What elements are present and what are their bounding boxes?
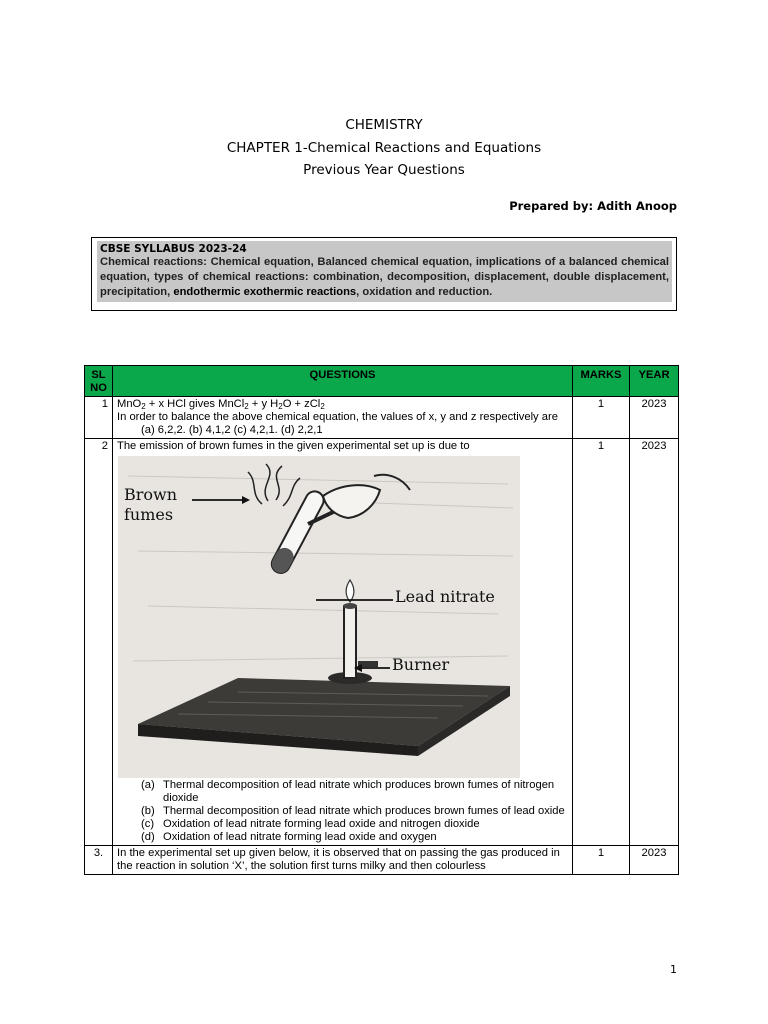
q1-eq-sub1: 2 bbox=[141, 402, 146, 411]
q2-question bbox=[113, 439, 573, 846]
label-lead-nitrate: Lead nitrate bbox=[395, 587, 495, 606]
q1-marks: 1 bbox=[573, 397, 630, 439]
q2-option-b-letter: (b) bbox=[141, 805, 155, 817]
table-row-q3 bbox=[85, 846, 679, 875]
syllabus-text-c: , oxidation and reduction. bbox=[356, 286, 493, 298]
q2-options bbox=[117, 779, 568, 844]
syllabus-shaded bbox=[97, 241, 672, 302]
q1-question bbox=[113, 397, 573, 439]
syllabus-box bbox=[91, 237, 677, 311]
q1-eq-sub4: 2 bbox=[320, 402, 325, 411]
q1-eq-part1: MnO bbox=[117, 398, 142, 410]
q2-option-d-text: Oxidation of lead nitrate forming lead oxide and oxygen bbox=[163, 831, 437, 843]
questions-table bbox=[84, 365, 679, 875]
label-burner: Burner bbox=[392, 655, 450, 674]
q1-eq-sub3: 2 bbox=[278, 402, 283, 411]
chapter-title: CHAPTER 1-Chemical Reactions and Equations bbox=[226, 139, 542, 156]
syllabus-text-highlight: endothermic exothermic reactions bbox=[173, 286, 357, 298]
q1-sl: 1 bbox=[85, 397, 113, 439]
q2-option-b-text: Thermal decomposition of lead nitrate which produces brown fumes of lead oxide bbox=[163, 805, 565, 817]
q2-option-c-letter: (c) bbox=[141, 818, 155, 830]
q2-text: The emission of brown fumes in the given experimental set up is due to bbox=[117, 440, 470, 452]
q1-eq-part2: + x HCl gives MnCl bbox=[145, 398, 245, 410]
label-brown: Brown bbox=[124, 485, 178, 504]
q2-option-d-letter: (d) bbox=[141, 831, 155, 843]
label-fumes: fumes bbox=[124, 505, 174, 524]
q1-options: (a) 6,2,2. (b) 4,1,2 (c) 4,2,1. (d) 2,2,1 bbox=[141, 424, 323, 436]
q2-marks: 1 bbox=[573, 439, 630, 846]
table-row-q2 bbox=[85, 439, 679, 846]
table-row-q1 bbox=[85, 397, 679, 439]
q2-year: 2023 bbox=[630, 439, 679, 846]
syllabus-heading: CBSE SYLLABUS 2023-24 bbox=[100, 243, 247, 255]
lead-nitrate-experiment-figure bbox=[118, 456, 520, 778]
q2-option-a-text: Thermal decomposition of lead nitrate which produces brown fumes of nitrogen dioxide bbox=[163, 779, 555, 804]
experiment-illustration bbox=[118, 456, 520, 778]
q1-eq-part3: + y H bbox=[248, 398, 279, 410]
subtitle: Previous Year Questions bbox=[303, 162, 465, 178]
q1-text: In order to balance the above chemical equation, the values of x, y and z respectively are bbox=[117, 411, 558, 423]
q2-option-c-text: Oxidation of lead nitrate forming lead oxide and nitrogen dioxide bbox=[163, 818, 480, 830]
q2-sl: 2 bbox=[85, 439, 113, 846]
q1-year: 2023 bbox=[630, 397, 679, 439]
q1-equation bbox=[117, 398, 568, 411]
q2-option-a-letter: (a) bbox=[141, 779, 155, 791]
table-header-row bbox=[85, 366, 679, 397]
q2-option-c bbox=[141, 818, 568, 831]
page-number: 1 bbox=[670, 963, 677, 976]
syllabus-text-a: Chemical reactions: Chemical equation, Balanced chemical equation, implications of a balanced chemical equation, types of chemical reactions: combination, decomposition, displacement, double displacement, precipitation, bbox=[100, 256, 669, 298]
header-sl-no: SL NO bbox=[85, 366, 113, 397]
header-marks: MARKS bbox=[573, 366, 630, 397]
q3-sl: 3. bbox=[85, 846, 113, 875]
prepared-by: Prepared by: Adith Anoop bbox=[509, 199, 677, 213]
subject-title: CHEMISTRY bbox=[345, 117, 423, 133]
document-title-block bbox=[0, 114, 768, 182]
q3-question: In the experimental set up given below, it is observed that on passing the gas produced in the reaction in solution ‘X’, the solution first turns milky and then colourless bbox=[113, 846, 573, 875]
q2-option-d bbox=[141, 831, 568, 844]
syllabus-text bbox=[100, 255, 669, 300]
header-questions: QUESTIONS bbox=[113, 366, 573, 397]
q1-eq-part4: O + zCl bbox=[282, 398, 321, 410]
q3-year: 2023 bbox=[630, 846, 679, 875]
header-year: YEAR bbox=[630, 366, 679, 397]
q3-marks: 1 bbox=[573, 846, 630, 875]
q1-eq-sub2: 2 bbox=[244, 402, 249, 411]
q2-option-a bbox=[141, 779, 568, 805]
q2-option-b bbox=[141, 805, 568, 818]
